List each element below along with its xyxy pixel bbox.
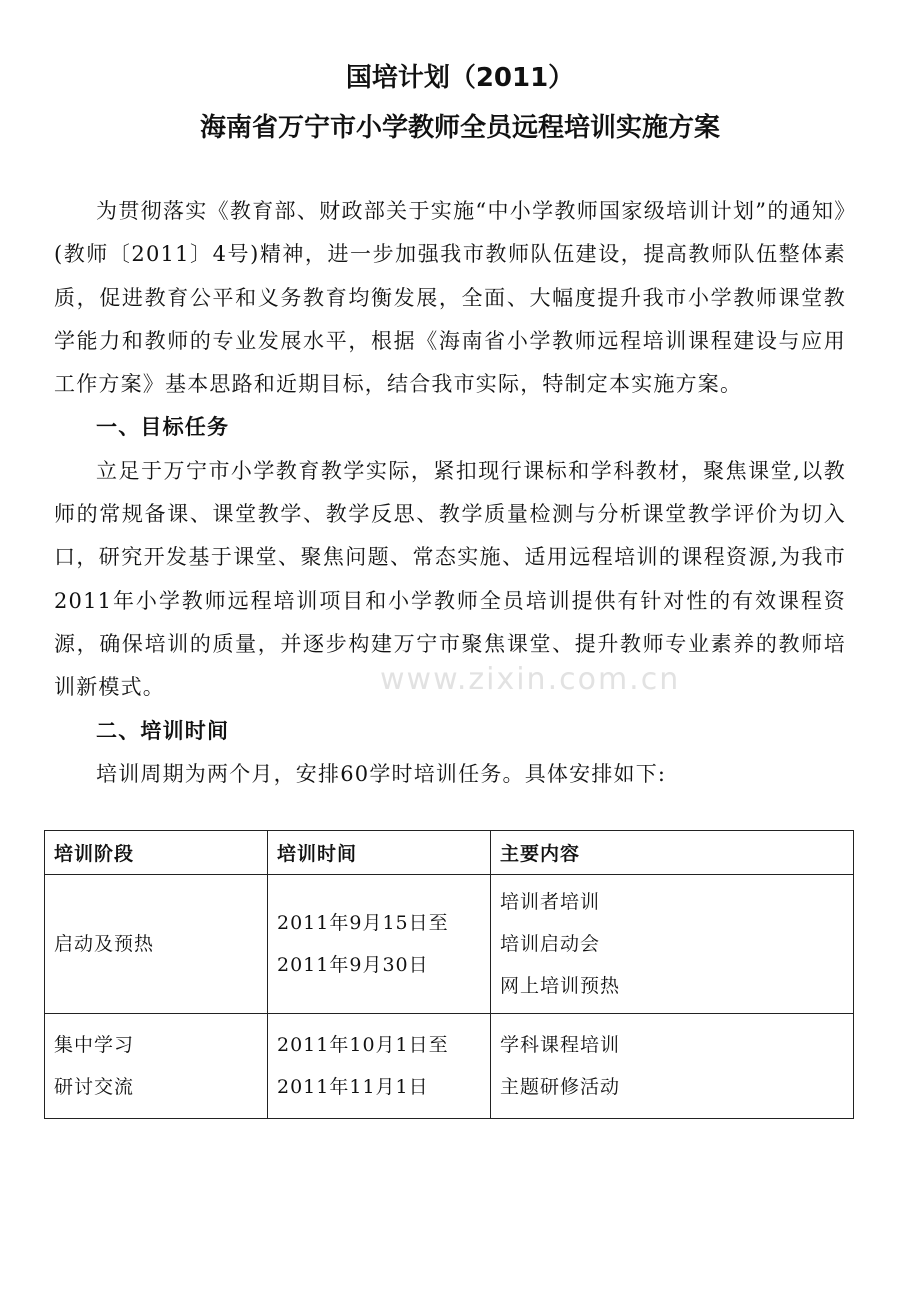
cell-line: 研讨交流: [54, 1076, 135, 1098]
document-title-line1: 国培计划（2011）: [345, 63, 575, 93]
intro-paragraph: 为贯彻落实《教育部、财政部关于实施“中小学教师国家级培训计划”的通知》(教师〔2011〕4号)精神，进一步加强我市教师队伍建设，提高教师队伍整体素质，促进教育公平和义务教育均衡发展，全面、大幅度提升我市小学教师课堂教学能力和教师的专业发展水平，根据《海南省小学教师远程培训课程建设与应用工作方案》基本思路和近期目标，结合我市实际，特制定本实施方案。: [54, 199, 846, 397]
cell-line: 主题研修活动: [500, 1076, 621, 1098]
header-content: 主要内容: [491, 831, 854, 875]
cell-line: 2011年9月15日至: [277, 912, 449, 934]
cell-stage: [45, 1014, 268, 1119]
schedule-table: [44, 830, 854, 1119]
cell-line: 2011年11月1日: [277, 1076, 429, 1098]
cell-line: 培训者培训: [500, 891, 601, 913]
watermark: www.zixin.com.cn: [380, 662, 681, 697]
cell-line: 网上培训预热: [500, 975, 621, 997]
cell-time: [268, 875, 491, 1014]
section1-heading: 一、目标任务: [96, 415, 230, 440]
document-title-line2: 海南省万宁市小学教师全员远程培训实施方案: [199, 113, 720, 143]
header-time: 培训时间: [268, 831, 491, 875]
cell-line: 2011年10月1日至: [277, 1034, 449, 1056]
cell-line: 培训启动会: [500, 933, 601, 955]
cell-content: [491, 1014, 854, 1119]
header-stage: 培训阶段: [45, 831, 268, 875]
document-body: [54, 190, 846, 796]
section2-heading: 二、培训时间: [96, 718, 230, 743]
cell-time: [268, 1014, 491, 1119]
section1-paragraph: 立足于万宁市小学教育教学实际，紧扣现行课标和学科教材，聚焦课堂,以教师的常规备课、课堂教学、教学反思、教学质量检测与分析课堂教学评价为切入口，研究开发基于课堂、聚焦问题、常态实施、适用远程培训的课程资源,为我市2011年小学教师远程培训项目和小学教师全员培训提供有针对性的有效课程资源，确保培训的质量，并逐步构建万宁市聚焦课堂、提升教师专业素养的教师培训新模式。: [54, 458, 846, 700]
cell-line: 学科课程培训: [500, 1034, 621, 1056]
cell-line: 集中学习: [54, 1034, 135, 1056]
table-row: [45, 875, 854, 1014]
table-header-row: [45, 831, 854, 875]
section2-paragraph: 培训周期为两个月，安排60学时培训任务。具体安排如下:: [96, 761, 667, 786]
cell-stage: [45, 875, 268, 1014]
cell-content: [491, 875, 854, 1014]
cell-line: 启动及预热: [54, 933, 155, 955]
table-row: [45, 1014, 854, 1119]
cell-line: 2011年9月30日: [277, 954, 429, 976]
